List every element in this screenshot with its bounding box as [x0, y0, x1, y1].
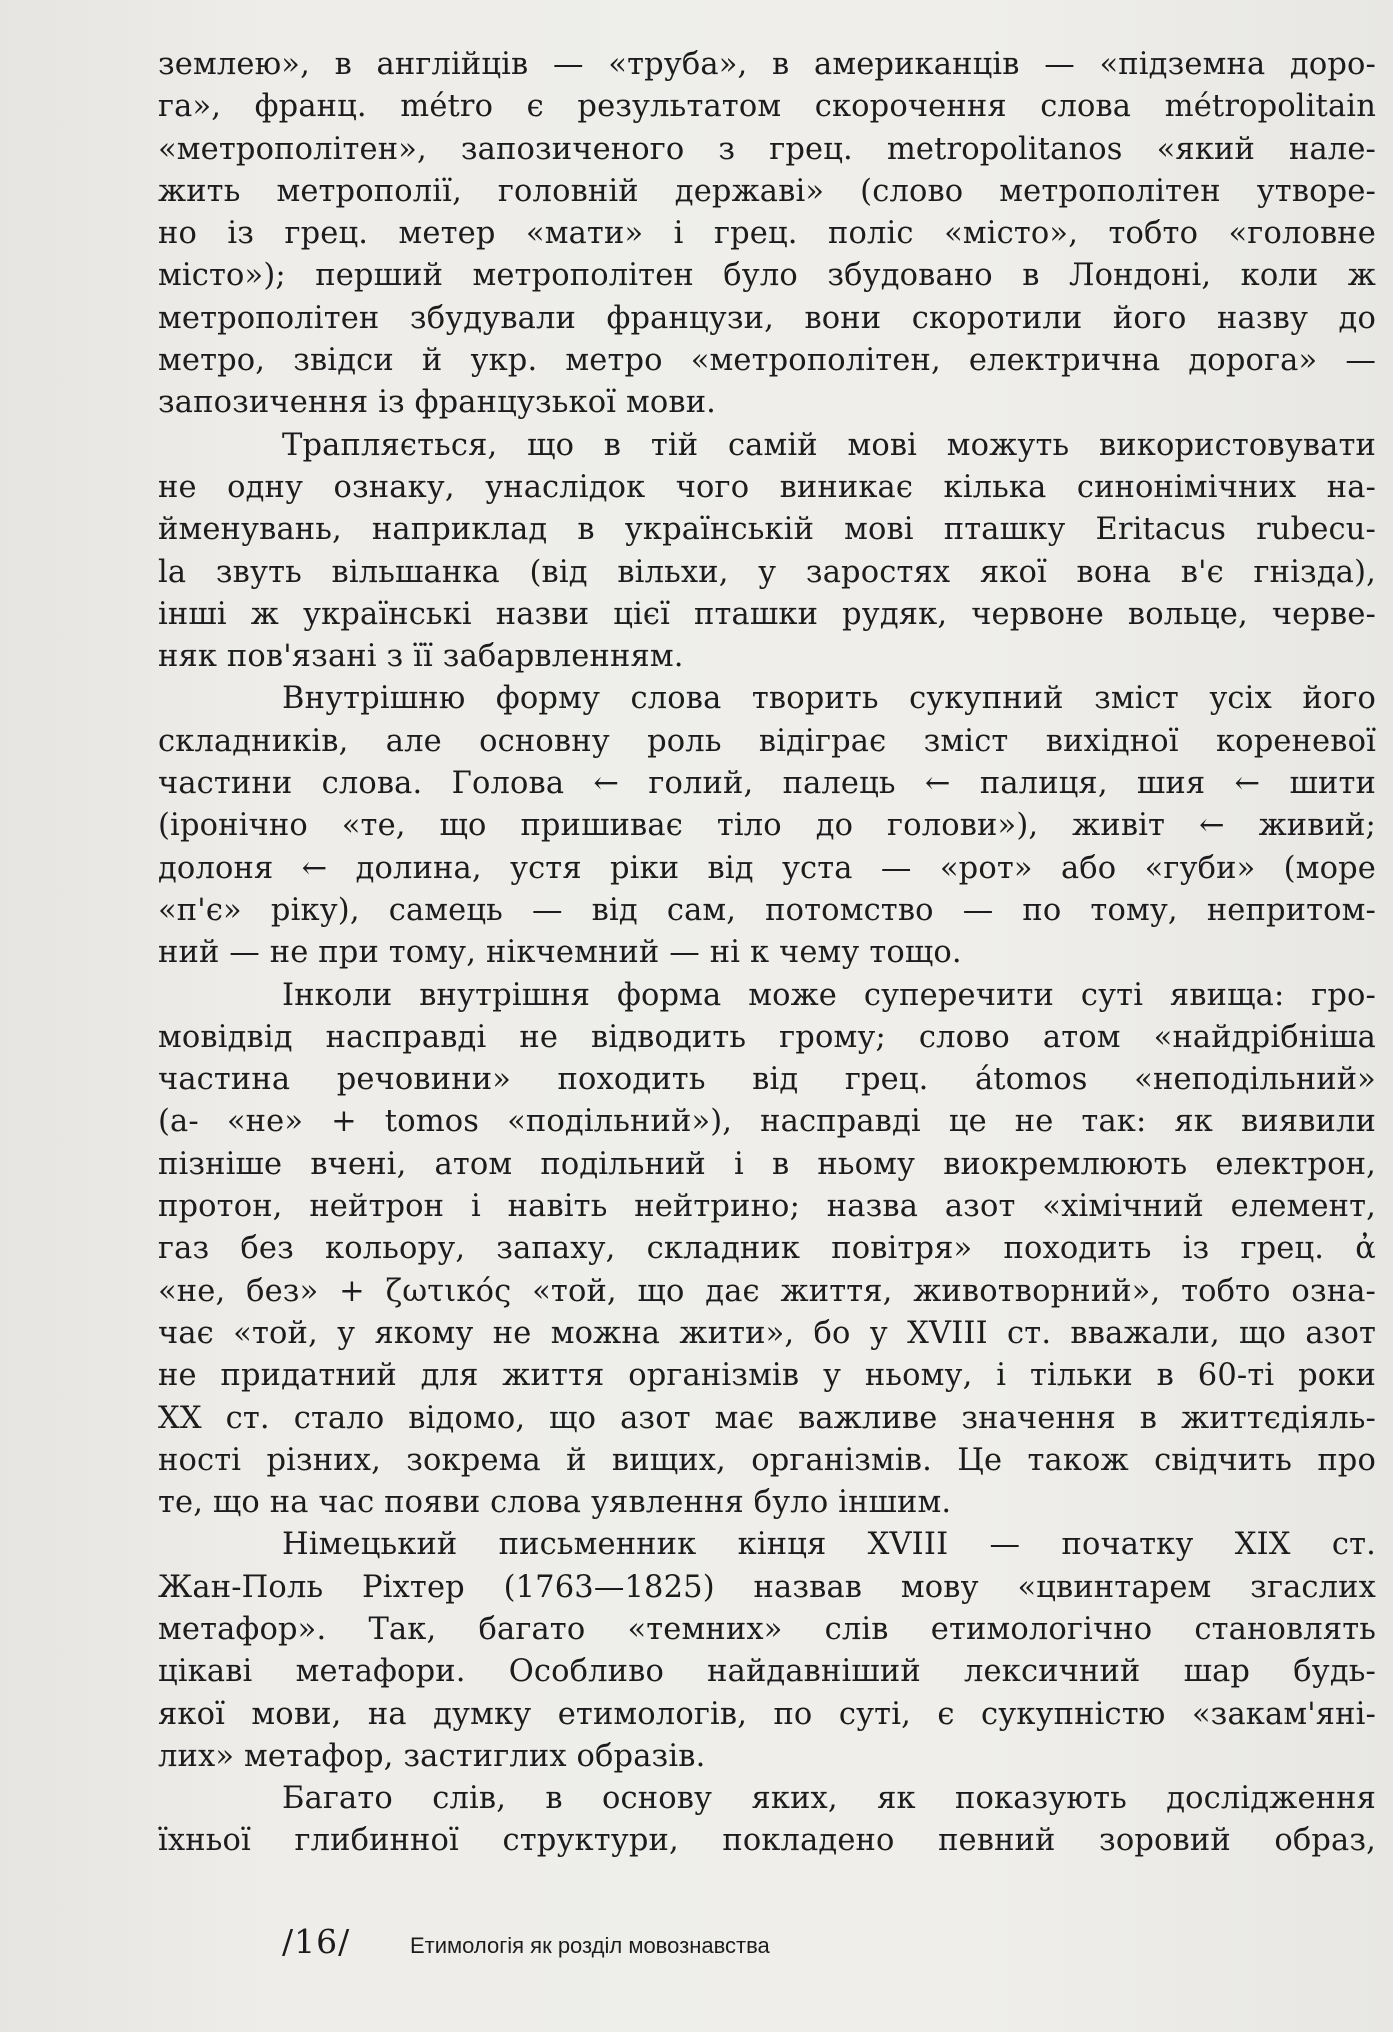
text-line: метафор». Так, багато «темних» слів етимологічно становлять — [158, 1611, 1376, 1647]
text-line: частини слова. Голова ← голий, палець ← палиця, шия ← шити — [158, 766, 1376, 802]
text-line: мовідвід насправді не відводить грому; слово атом «найдрібніша — [158, 1019, 1376, 1055]
text-line: жить метрополії, головній державі» (слово метрополітен утворе- — [158, 173, 1376, 209]
text-line: те, що на час появи слова уявлення було іншим. — [158, 1485, 952, 1521]
text-line: метро, звідси й укр. метро «метрополітен, електрична дорога» — — [158, 343, 1376, 379]
text-line: Трапляється, що в тій самій мові можуть використовувати — [282, 427, 1376, 463]
text-line: га», франц. métro є результатом скорочення слова métropolitain — [158, 89, 1377, 125]
text-line: XX ст. стало відомо, що азот має важливе значення в життєдіяль- — [158, 1400, 1376, 1436]
text-line: няк пов'язані з її забарвленням. — [158, 639, 684, 675]
text-line: не одну ознаку, унаслідок чого виникає кілька синонімічних на- — [158, 469, 1376, 505]
text-line: запозичення із французької мови. — [158, 385, 717, 421]
text-line: метрополітен збудували французи, вони скоротили його назву до — [158, 300, 1376, 336]
text-line: la звуть вільшанка (від вільхи, у заростях якої вона в'є гнізда), — [158, 554, 1376, 590]
text-line: пізніше вчені, атом подільний і в ньому виокремлюють електрон, — [158, 1146, 1376, 1182]
page-footer — [0, 1922, 1393, 1972]
running-title: Етимологія як розділ мовознавства — [410, 1933, 770, 1958]
text-line: долоня ← долина, устя ріки від уста — «рот» або «губи» (море — [158, 850, 1376, 886]
text-line: «метрополітен», запозиченого з грец. metropolitanos «який нале- — [158, 131, 1376, 167]
text-line: «не, без» + ζωτικός «той, що дає життя, животворний», тобто озна- — [158, 1273, 1376, 1309]
text-line: газ без кольору, запаху, складник повітря» походить із грец. ἀ — [158, 1231, 1376, 1267]
text-line: (а- «не» + tomos «подільний»), насправді це не так: як виявили — [158, 1104, 1376, 1140]
text-line: ний — не при тому, нікчемний — ні к чему тощо. — [158, 935, 962, 971]
text-line: (іронічно «те, що пришиває тіло до голови»), живіт ← живий; — [158, 808, 1376, 844]
text-line: Внутрішню форму слова творить сукупний зміст усіх його — [282, 681, 1376, 717]
text-line: «п'є» ріку), самець — від сам, потомство — по тому, непритом- — [158, 892, 1376, 928]
text-line: їхньої глибинної структури, покладено певний зоровий образ, — [158, 1823, 1376, 1859]
text-line: Багато слів, в основу яких, як показують дослідження — [282, 1781, 1376, 1817]
text-line: протон, нейтрон і навіть нейтрино; назва азот «хімічний елемент, — [158, 1189, 1376, 1225]
text-line: місто»); перший метрополітен було збудовано в Лондоні, коли ж — [158, 258, 1376, 294]
text-line: ності різних, зокрема й вищих, організмів. Це також свідчить про — [158, 1442, 1376, 1478]
text-line: якої мови, на думку етимологів, по суті, є сукупністю «закам'яні- — [158, 1696, 1376, 1732]
text-line: чає «той, у якому не можна жити», бо у XVIII ст. вважали, що азот — [158, 1315, 1376, 1351]
text-line: йменувань, наприклад в українській мові пташку Eritacus rubecu- — [158, 512, 1376, 548]
text-line: частина речовини» походить від грец. átomos «неподільний» — [158, 1062, 1376, 1098]
text-line: лих» метафор, застиглих образів. — [158, 1738, 706, 1774]
text-line: складників, але основну роль відіграє зміст вихідної кореневої — [158, 723, 1376, 759]
text-line: землею», в англійців — «труба», в американців — «підземна доро- — [158, 47, 1376, 82]
body-text — [158, 44, 1376, 1863]
text-line: Жан-Поль Ріхтер (1763—1825) назвав мову «цвинтарем згаслих — [158, 1569, 1376, 1605]
text-line: цікаві метафори. Особливо найдавніший лексичний шар будь- — [158, 1654, 1376, 1690]
text-line: не придатний для життя організмів у ньому, і тільки в 60-ті роки — [158, 1358, 1376, 1394]
page-number: /16/ — [282, 1922, 351, 1961]
text-line: Німецький письменник кінця XVIII — початку XIX ст. — [282, 1527, 1376, 1563]
text-line: Інколи внутрішня форма може суперечити суті явища: гро- — [282, 977, 1376, 1013]
text-line: но із грец. метер «мати» і грец. поліс «місто», тобто «головне — [158, 216, 1376, 252]
text-line: інші ж українські назви цієї пташки рудяк, червоне вольце, черве- — [158, 596, 1376, 632]
